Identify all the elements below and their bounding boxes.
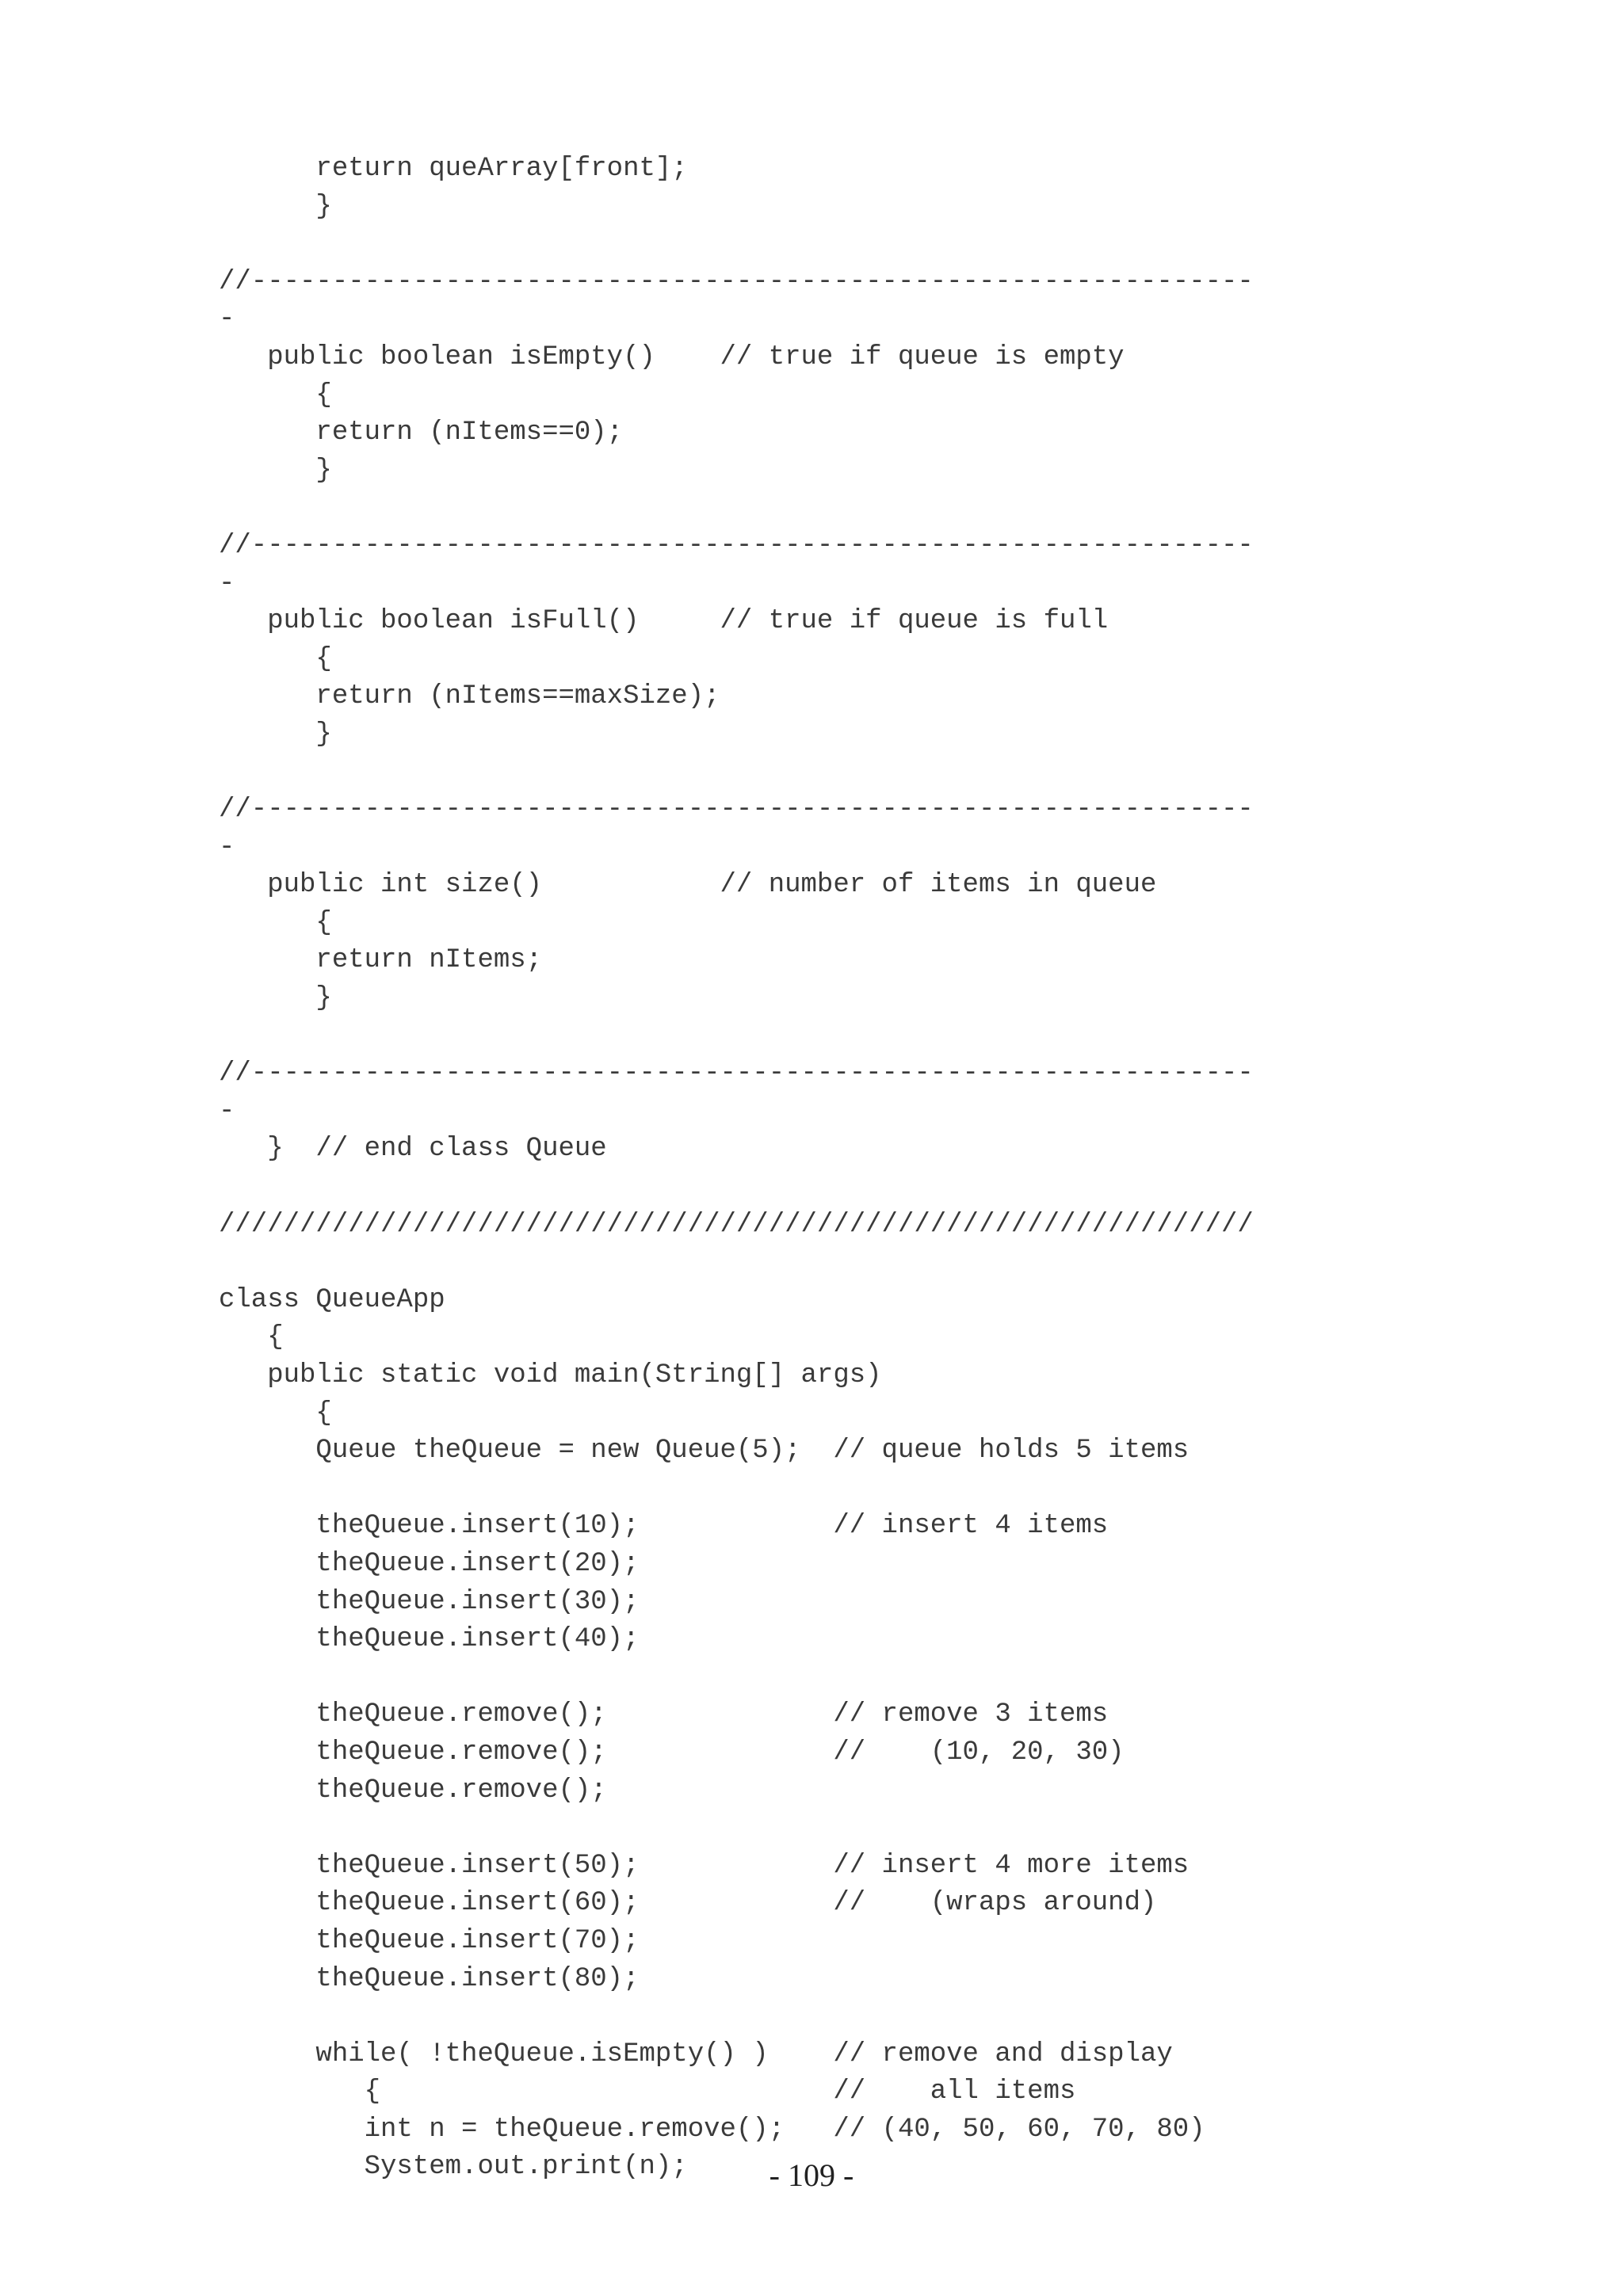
page-number: - 109 -: [769, 2157, 854, 2193]
code-line: [219, 1998, 1254, 2036]
code-line: theQueue.insert(10); // insert 4 items: [219, 1511, 1109, 1542]
code-line: theQueue.remove();: [219, 1775, 607, 1806]
code-line: public boolean isEmpty() // true if queue is empty: [219, 341, 1125, 372]
code-line: return queArray[front];: [219, 154, 688, 184]
code-listing: [219, 151, 1254, 2187]
code-line: //--------------------------------------------------------------: [219, 266, 1254, 297]
code-line: [219, 490, 1254, 528]
code-line: public static void main(String[] args): [219, 1360, 882, 1390]
code-line: theQueue.insert(20);: [219, 1548, 640, 1579]
code-line: [219, 1810, 1254, 1848]
code-line: [219, 1470, 1254, 1508]
code-line: [219, 754, 1254, 792]
code-line: } // end class Queue: [219, 1134, 607, 1165]
code-line: while( !theQueue.isEmpty() ) // remove and display: [219, 2039, 1173, 2069]
code-line: [219, 226, 1254, 264]
code-line: theQueue.insert(70);: [219, 1925, 640, 1956]
code-line: theQueue.remove(); // remove 3 items: [219, 1699, 1109, 1730]
code-line: [219, 1244, 1254, 1282]
code-line: [219, 1169, 1254, 1207]
code-line: {: [219, 1398, 332, 1428]
code-line: -: [219, 568, 235, 599]
code-line: int n = theQueue.remove(); // (40, 50, 60, 70, 80): [219, 2114, 1205, 2145]
code-line: ////////////////////////////////////////////////////////////////: [219, 1209, 1254, 1240]
code-line: //--------------------------------------------------------------: [219, 530, 1254, 561]
code-line: {: [219, 379, 332, 410]
code-line: {: [219, 643, 332, 674]
code-line: {: [219, 907, 332, 938]
code-line: }: [219, 983, 332, 1014]
code-line: [219, 1659, 1254, 1697]
code-line: theQueue.insert(50); // insert 4 more items: [219, 1850, 1190, 1881]
code-line: theQueue.remove(); // (10, 20, 30): [219, 1737, 1125, 1768]
code-line: //--------------------------------------------------------------: [219, 795, 1254, 826]
code-line: System.out.print(n);: [219, 2152, 688, 2183]
code-line: theQueue.insert(80);: [219, 1963, 640, 1994]
code-line: {: [219, 1322, 284, 1353]
code-line: return (nItems==0);: [219, 418, 624, 448]
code-line: -: [219, 304, 235, 335]
code-line: { // all items: [219, 2077, 1076, 2107]
code-line: theQueue.insert(30);: [219, 1586, 640, 1617]
code-line: }: [219, 719, 332, 749]
code-line: theQueue.insert(40);: [219, 1624, 640, 1655]
code-line: theQueue.insert(60); // (wraps around): [219, 1888, 1157, 1919]
code-line: [219, 1018, 1254, 1056]
code-line: return nItems;: [219, 945, 543, 976]
code-line: //--------------------------------------------------------------: [219, 1058, 1254, 1089]
code-line: -: [219, 832, 235, 863]
code-line: -: [219, 1096, 235, 1127]
code-line: public int size() // number of items in queue: [219, 870, 1157, 901]
code-line: Queue theQueue = new Queue(5); // queue holds 5 items: [219, 1436, 1190, 1466]
code-line: public boolean isFull() // true if queue is full: [219, 606, 1109, 637]
code-line: }: [219, 191, 332, 222]
code-line: return (nItems==maxSize);: [219, 681, 720, 712]
code-line: class QueueApp: [219, 1284, 445, 1315]
code-line: }: [219, 455, 332, 486]
